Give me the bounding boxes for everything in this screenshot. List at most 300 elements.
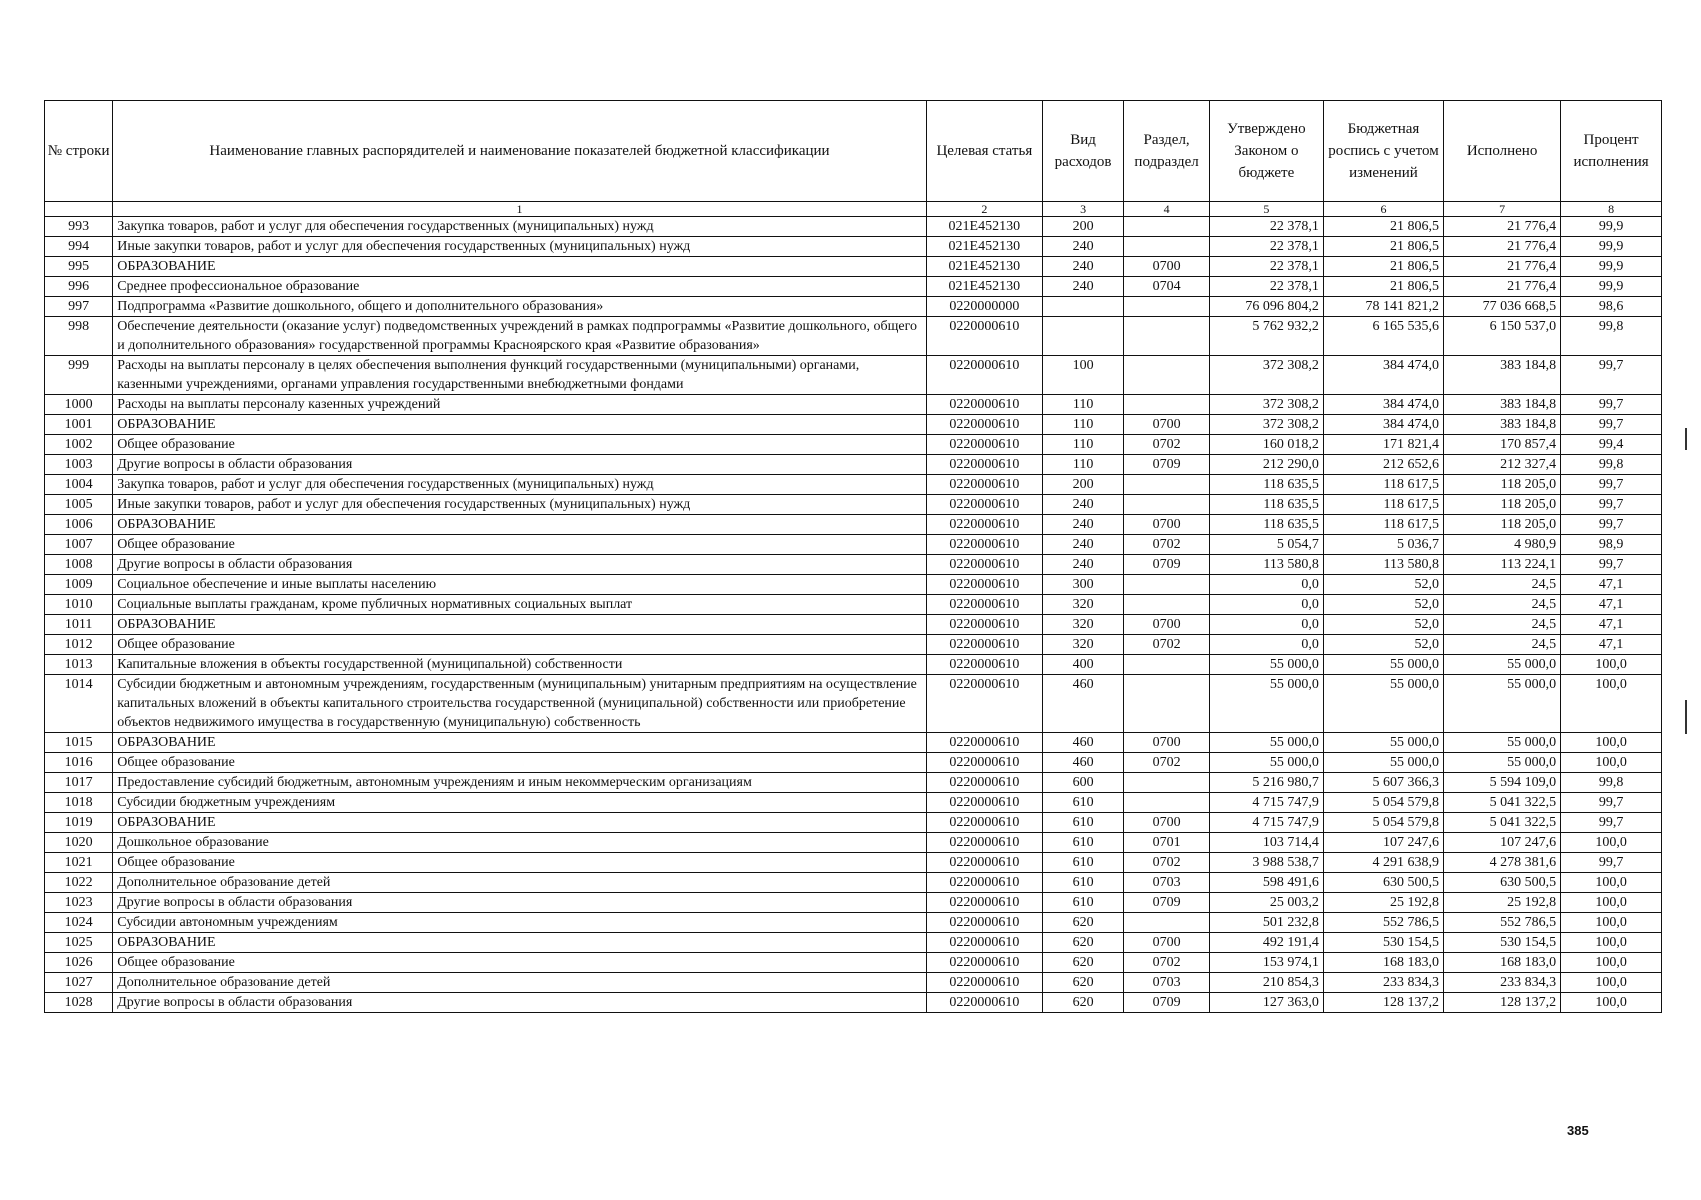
item-name-cell: Расходы на выплаты персоналу казенных учреждений xyxy=(113,395,927,415)
section-cell: 0700 xyxy=(1124,515,1210,535)
revised-amount-cell: 55 000,0 xyxy=(1323,675,1443,733)
item-name-cell: Закупка товаров, работ и услуг для обеспечения государственных (муниципальных) нужд xyxy=(113,475,927,495)
revised-amount-cell: 52,0 xyxy=(1323,635,1443,655)
revised-amount-cell: 21 806,5 xyxy=(1323,257,1443,277)
table-row xyxy=(45,833,1662,853)
header-section: Раздел, подраздел xyxy=(1124,101,1210,202)
revised-amount-cell: 55 000,0 xyxy=(1323,733,1443,753)
approved-amount-cell: 118 635,5 xyxy=(1209,475,1323,495)
expense-type-cell: 460 xyxy=(1042,733,1123,753)
section-cell: 0700 xyxy=(1124,813,1210,833)
scan-mark xyxy=(1685,700,1687,734)
executed-amount-cell: 552 786,5 xyxy=(1444,913,1561,933)
expense-type-cell: 620 xyxy=(1042,913,1123,933)
section-cell: 0700 xyxy=(1124,415,1210,435)
percent-cell: 100,0 xyxy=(1561,873,1662,893)
executed-amount-cell: 170 857,4 xyxy=(1444,435,1561,455)
row-number-cell: 1012 xyxy=(45,635,113,655)
executed-amount-cell: 383 184,8 xyxy=(1444,356,1561,395)
section-cell xyxy=(1124,773,1210,793)
expense-type-cell: 240 xyxy=(1042,237,1123,257)
expense-type-cell: 620 xyxy=(1042,933,1123,953)
item-name-cell: Дошкольное образование xyxy=(113,833,927,853)
revised-amount-cell: 113 580,8 xyxy=(1323,555,1443,575)
column-number: 7 xyxy=(1444,202,1561,217)
percent-cell: 99,7 xyxy=(1561,395,1662,415)
expense-type-cell: 240 xyxy=(1042,555,1123,575)
revised-amount-cell: 118 617,5 xyxy=(1323,515,1443,535)
revised-amount-cell: 168 183,0 xyxy=(1323,953,1443,973)
table-row xyxy=(45,853,1662,873)
target-article-cell: 0220000610 xyxy=(926,793,1042,813)
item-name-cell: Дополнительное образование детей xyxy=(113,873,927,893)
item-name-cell: ОБРАЗОВАНИЕ xyxy=(113,257,927,277)
row-number-cell: 994 xyxy=(45,237,113,257)
item-name-cell: Другие вопросы в области образования xyxy=(113,455,927,475)
percent-cell: 100,0 xyxy=(1561,893,1662,913)
executed-amount-cell: 24,5 xyxy=(1444,595,1561,615)
revised-amount-cell: 78 141 821,2 xyxy=(1323,297,1443,317)
item-name-cell: Общее образование xyxy=(113,753,927,773)
revised-amount-cell: 55 000,0 xyxy=(1323,753,1443,773)
approved-amount-cell: 22 378,1 xyxy=(1209,237,1323,257)
expense-type-cell: 240 xyxy=(1042,515,1123,535)
expense-type-cell: 200 xyxy=(1042,475,1123,495)
target-article-cell: 0220000610 xyxy=(926,435,1042,455)
row-number-cell: 1021 xyxy=(45,853,113,873)
percent-cell: 99,9 xyxy=(1561,237,1662,257)
expense-type-cell xyxy=(1042,317,1123,356)
row-number-cell: 1027 xyxy=(45,973,113,993)
percent-cell: 99,9 xyxy=(1561,257,1662,277)
column-number xyxy=(45,202,113,217)
target-article-cell: 0220000610 xyxy=(926,753,1042,773)
section-cell: 0703 xyxy=(1124,873,1210,893)
row-number-cell: 1014 xyxy=(45,675,113,733)
row-number-cell: 1008 xyxy=(45,555,113,575)
table-row xyxy=(45,297,1662,317)
table-row xyxy=(45,893,1662,913)
section-cell xyxy=(1124,495,1210,515)
revised-amount-cell: 118 617,5 xyxy=(1323,495,1443,515)
column-number: 1 xyxy=(113,202,927,217)
row-number-cell: 993 xyxy=(45,217,113,237)
section-cell: 0709 xyxy=(1124,893,1210,913)
column-number: 3 xyxy=(1042,202,1123,217)
header-target-article: Целевая статья xyxy=(926,101,1042,202)
revised-amount-cell: 530 154,5 xyxy=(1323,933,1443,953)
row-number-cell: 997 xyxy=(45,297,113,317)
table-row xyxy=(45,575,1662,595)
scan-mark xyxy=(1685,428,1687,450)
item-name-cell: Другие вопросы в области образования xyxy=(113,993,927,1013)
revised-amount-cell: 21 806,5 xyxy=(1323,217,1443,237)
row-number-cell: 996 xyxy=(45,277,113,297)
table-row xyxy=(45,635,1662,655)
approved-amount-cell: 118 635,5 xyxy=(1209,515,1323,535)
expense-type-cell xyxy=(1042,297,1123,317)
item-name-cell: ОБРАЗОВАНИЕ xyxy=(113,415,927,435)
percent-cell: 99,7 xyxy=(1561,793,1662,813)
executed-amount-cell: 168 183,0 xyxy=(1444,953,1561,973)
executed-amount-cell: 24,5 xyxy=(1444,635,1561,655)
table-row xyxy=(45,555,1662,575)
target-article-cell: 0220000610 xyxy=(926,515,1042,535)
row-number-cell: 1019 xyxy=(45,813,113,833)
section-cell: 0709 xyxy=(1124,555,1210,575)
target-article-cell: 0220000610 xyxy=(926,455,1042,475)
target-article-cell: 0220000610 xyxy=(926,575,1042,595)
row-number-cell: 1001 xyxy=(45,415,113,435)
approved-amount-cell: 5 762 932,2 xyxy=(1209,317,1323,356)
section-cell: 0702 xyxy=(1124,435,1210,455)
row-number-cell: 1026 xyxy=(45,953,113,973)
executed-amount-cell: 24,5 xyxy=(1444,575,1561,595)
section-cell xyxy=(1124,317,1210,356)
table-row xyxy=(45,813,1662,833)
target-article-cell: 021E452130 xyxy=(926,217,1042,237)
item-name-cell: Предоставление субсидий бюджетным, автономным учреждениям и иным некоммерческим организациям xyxy=(113,773,927,793)
target-article-cell: 0220000610 xyxy=(926,853,1042,873)
section-cell: 0704 xyxy=(1124,277,1210,297)
row-number-cell: 1002 xyxy=(45,435,113,455)
expense-type-cell: 110 xyxy=(1042,455,1123,475)
target-article-cell: 0220000610 xyxy=(926,535,1042,555)
target-article-cell: 0220000610 xyxy=(926,655,1042,675)
column-number-row xyxy=(45,202,1662,217)
table-row xyxy=(45,873,1662,893)
row-number-cell: 998 xyxy=(45,317,113,356)
row-number-cell: 1023 xyxy=(45,893,113,913)
item-name-cell: Капитальные вложения в объекты государственной (муниципальной) собственности xyxy=(113,655,927,675)
expense-type-cell: 240 xyxy=(1042,277,1123,297)
percent-cell: 47,1 xyxy=(1561,635,1662,655)
target-article-cell: 0220000610 xyxy=(926,595,1042,615)
target-article-cell: 0220000610 xyxy=(926,913,1042,933)
percent-cell: 47,1 xyxy=(1561,615,1662,635)
executed-amount-cell: 55 000,0 xyxy=(1444,733,1561,753)
approved-amount-cell: 22 378,1 xyxy=(1209,277,1323,297)
approved-amount-cell: 0,0 xyxy=(1209,575,1323,595)
approved-amount-cell: 118 635,5 xyxy=(1209,495,1323,515)
percent-cell: 100,0 xyxy=(1561,993,1662,1013)
row-number-cell: 1018 xyxy=(45,793,113,813)
target-article-cell: 0220000610 xyxy=(926,973,1042,993)
table-body xyxy=(45,217,1662,1013)
executed-amount-cell: 4 278 381,6 xyxy=(1444,853,1561,873)
row-number-cell: 1024 xyxy=(45,913,113,933)
page-number: 385 xyxy=(1567,1123,1589,1138)
approved-amount-cell: 22 378,1 xyxy=(1209,217,1323,237)
approved-amount-cell: 372 308,2 xyxy=(1209,415,1323,435)
table-row xyxy=(45,595,1662,615)
percent-cell: 99,9 xyxy=(1561,217,1662,237)
revised-amount-cell: 384 474,0 xyxy=(1323,356,1443,395)
revised-amount-cell: 25 192,8 xyxy=(1323,893,1443,913)
executed-amount-cell: 21 776,4 xyxy=(1444,277,1561,297)
percent-cell: 47,1 xyxy=(1561,575,1662,595)
executed-amount-cell: 113 224,1 xyxy=(1444,555,1561,575)
percent-cell: 100,0 xyxy=(1561,675,1662,733)
item-name-cell: ОБРАЗОВАНИЕ xyxy=(113,733,927,753)
approved-amount-cell: 372 308,2 xyxy=(1209,395,1323,415)
section-cell xyxy=(1124,237,1210,257)
revised-amount-cell: 5 036,7 xyxy=(1323,535,1443,555)
table-row xyxy=(45,217,1662,237)
target-article-cell: 0220000610 xyxy=(926,953,1042,973)
executed-amount-cell: 233 834,3 xyxy=(1444,973,1561,993)
approved-amount-cell: 210 854,3 xyxy=(1209,973,1323,993)
percent-cell: 99,7 xyxy=(1561,475,1662,495)
percent-cell: 99,7 xyxy=(1561,813,1662,833)
item-name-cell: Субсидии бюджетным учреждениям xyxy=(113,793,927,813)
percent-cell: 98,6 xyxy=(1561,297,1662,317)
table-row xyxy=(45,753,1662,773)
revised-amount-cell: 5 054 579,8 xyxy=(1323,813,1443,833)
expense-type-cell: 300 xyxy=(1042,575,1123,595)
revised-amount-cell: 128 137,2 xyxy=(1323,993,1443,1013)
header-row xyxy=(45,101,1662,202)
section-cell: 0702 xyxy=(1124,853,1210,873)
row-number-cell: 1010 xyxy=(45,595,113,615)
expense-type-cell: 100 xyxy=(1042,356,1123,395)
revised-amount-cell: 4 291 638,9 xyxy=(1323,853,1443,873)
approved-amount-cell: 598 491,6 xyxy=(1209,873,1323,893)
item-name-cell: Иные закупки товаров, работ и услуг для обеспечения государственных (муниципальных) нужд xyxy=(113,495,927,515)
row-number-cell: 1013 xyxy=(45,655,113,675)
header-approved: Утверждено Законом о бюджете xyxy=(1209,101,1323,202)
target-article-cell: 0220000610 xyxy=(926,415,1042,435)
item-name-cell: Общее образование xyxy=(113,953,927,973)
column-number: 2 xyxy=(926,202,1042,217)
revised-amount-cell: 630 500,5 xyxy=(1323,873,1443,893)
revised-amount-cell: 171 821,4 xyxy=(1323,435,1443,455)
revised-amount-cell: 552 786,5 xyxy=(1323,913,1443,933)
row-number-cell: 1006 xyxy=(45,515,113,535)
approved-amount-cell: 4 715 747,9 xyxy=(1209,813,1323,833)
percent-cell: 100,0 xyxy=(1561,655,1662,675)
table-row xyxy=(45,515,1662,535)
table-row xyxy=(45,773,1662,793)
approved-amount-cell: 55 000,0 xyxy=(1209,655,1323,675)
approved-amount-cell: 4 715 747,9 xyxy=(1209,793,1323,813)
column-number: 4 xyxy=(1124,202,1210,217)
revised-amount-cell: 21 806,5 xyxy=(1323,277,1443,297)
expense-type-cell: 240 xyxy=(1042,257,1123,277)
revised-amount-cell: 212 652,6 xyxy=(1323,455,1443,475)
table-row xyxy=(45,356,1662,395)
revised-amount-cell: 5 607 366,3 xyxy=(1323,773,1443,793)
revised-amount-cell: 55 000,0 xyxy=(1323,655,1443,675)
percent-cell: 99,8 xyxy=(1561,773,1662,793)
target-article-cell: 0220000610 xyxy=(926,993,1042,1013)
expense-type-cell: 110 xyxy=(1042,435,1123,455)
target-article-cell: 021E452130 xyxy=(926,237,1042,257)
item-name-cell: ОБРАЗОВАНИЕ xyxy=(113,515,927,535)
target-article-cell: 0220000610 xyxy=(926,733,1042,753)
table-row xyxy=(45,793,1662,813)
table-row xyxy=(45,913,1662,933)
item-name-cell: ОБРАЗОВАНИЕ xyxy=(113,615,927,635)
item-name-cell: Субсидии автономным учреждениям xyxy=(113,913,927,933)
expense-type-cell: 600 xyxy=(1042,773,1123,793)
expense-type-cell: 320 xyxy=(1042,595,1123,615)
section-cell xyxy=(1124,395,1210,415)
percent-cell: 99,7 xyxy=(1561,555,1662,575)
target-article-cell: 0220000610 xyxy=(926,773,1042,793)
section-cell: 0709 xyxy=(1124,993,1210,1013)
percent-cell: 100,0 xyxy=(1561,753,1662,773)
executed-amount-cell: 21 776,4 xyxy=(1444,237,1561,257)
row-number-cell: 1005 xyxy=(45,495,113,515)
expense-type-cell: 320 xyxy=(1042,615,1123,635)
expense-type-cell: 620 xyxy=(1042,953,1123,973)
executed-amount-cell: 118 205,0 xyxy=(1444,515,1561,535)
column-number: 8 xyxy=(1561,202,1662,217)
section-cell: 0700 xyxy=(1124,733,1210,753)
row-number-cell: 1011 xyxy=(45,615,113,635)
table-row xyxy=(45,495,1662,515)
header-executed: Исполнено xyxy=(1444,101,1561,202)
section-cell xyxy=(1124,356,1210,395)
target-article-cell: 0220000610 xyxy=(926,317,1042,356)
approved-amount-cell: 22 378,1 xyxy=(1209,257,1323,277)
section-cell: 0702 xyxy=(1124,953,1210,973)
table-row xyxy=(45,475,1662,495)
item-name-cell: Общее образование xyxy=(113,535,927,555)
table-row xyxy=(45,237,1662,257)
percent-cell: 100,0 xyxy=(1561,913,1662,933)
percent-cell: 100,0 xyxy=(1561,833,1662,853)
table-row xyxy=(45,973,1662,993)
percent-cell: 99,7 xyxy=(1561,515,1662,535)
item-name-cell: Закупка товаров, работ и услуг для обеспечения государственных (муниципальных) нужд xyxy=(113,217,927,237)
item-name-cell: Общее образование xyxy=(113,635,927,655)
section-cell xyxy=(1124,475,1210,495)
table-row xyxy=(45,615,1662,635)
table-row xyxy=(45,535,1662,555)
table-row xyxy=(45,395,1662,415)
expense-type-cell: 400 xyxy=(1042,655,1123,675)
expense-type-cell: 240 xyxy=(1042,495,1123,515)
row-number-cell: 1004 xyxy=(45,475,113,495)
target-article-cell: 021E452130 xyxy=(926,257,1042,277)
approved-amount-cell: 0,0 xyxy=(1209,595,1323,615)
revised-amount-cell: 384 474,0 xyxy=(1323,415,1443,435)
percent-cell: 99,7 xyxy=(1561,853,1662,873)
approved-amount-cell: 0,0 xyxy=(1209,635,1323,655)
executed-amount-cell: 55 000,0 xyxy=(1444,753,1561,773)
header-expense-type: Вид расходов xyxy=(1042,101,1123,202)
item-name-cell: ОБРАЗОВАНИЕ xyxy=(113,933,927,953)
table-row xyxy=(45,455,1662,475)
percent-cell: 99,8 xyxy=(1561,317,1662,356)
approved-amount-cell: 113 580,8 xyxy=(1209,555,1323,575)
target-article-cell: 0220000610 xyxy=(926,675,1042,733)
section-cell: 0700 xyxy=(1124,257,1210,277)
target-article-cell: 0220000610 xyxy=(926,356,1042,395)
revised-amount-cell: 52,0 xyxy=(1323,615,1443,635)
executed-amount-cell: 21 776,4 xyxy=(1444,257,1561,277)
target-article-cell: 0220000000 xyxy=(926,297,1042,317)
expense-type-cell: 110 xyxy=(1042,415,1123,435)
budget-execution-table xyxy=(44,100,1662,1013)
item-name-cell: Субсидии бюджетным и автономным учреждениям, государственным (муниципальным) унитарным предприятиям на осуществление капитальных вложений в объекты капитального строительства государственной (муниципальной) собственности или приобретение объектов недвижимого имущества в государственную (муниципальную) собственность xyxy=(113,675,927,733)
row-number-cell: 1020 xyxy=(45,833,113,853)
percent-cell: 99,9 xyxy=(1561,277,1662,297)
percent-cell: 47,1 xyxy=(1561,595,1662,615)
item-name-cell: Дополнительное образование детей xyxy=(113,973,927,993)
approved-amount-cell: 501 232,8 xyxy=(1209,913,1323,933)
target-article-cell: 0220000610 xyxy=(926,555,1042,575)
item-name-cell: Социальные выплаты гражданам, кроме публичных нормативных социальных выплат xyxy=(113,595,927,615)
percent-cell: 99,7 xyxy=(1561,495,1662,515)
revised-amount-cell: 233 834,3 xyxy=(1323,973,1443,993)
header-percent: Процент исполнения xyxy=(1561,101,1662,202)
approved-amount-cell: 55 000,0 xyxy=(1209,733,1323,753)
section-cell xyxy=(1124,297,1210,317)
table-row xyxy=(45,415,1662,435)
target-article-cell: 0220000610 xyxy=(926,615,1042,635)
section-cell: 0702 xyxy=(1124,753,1210,773)
table-row xyxy=(45,733,1662,753)
row-number-cell: 1009 xyxy=(45,575,113,595)
approved-amount-cell: 103 714,4 xyxy=(1209,833,1323,853)
table-row xyxy=(45,277,1662,297)
executed-amount-cell: 77 036 668,5 xyxy=(1444,297,1561,317)
target-article-cell: 0220000610 xyxy=(926,395,1042,415)
approved-amount-cell: 5 054,7 xyxy=(1209,535,1323,555)
table-row xyxy=(45,435,1662,455)
executed-amount-cell: 24,5 xyxy=(1444,615,1561,635)
section-cell: 0702 xyxy=(1124,535,1210,555)
row-number-cell: 1007 xyxy=(45,535,113,555)
revised-amount-cell: 6 165 535,6 xyxy=(1323,317,1443,356)
target-article-cell: 021E452130 xyxy=(926,277,1042,297)
row-number-cell: 1017 xyxy=(45,773,113,793)
column-number: 6 xyxy=(1323,202,1443,217)
target-article-cell: 0220000610 xyxy=(926,475,1042,495)
approved-amount-cell: 3 988 538,7 xyxy=(1209,853,1323,873)
executed-amount-cell: 107 247,6 xyxy=(1444,833,1561,853)
executed-amount-cell: 383 184,8 xyxy=(1444,415,1561,435)
executed-amount-cell: 630 500,5 xyxy=(1444,873,1561,893)
executed-amount-cell: 118 205,0 xyxy=(1444,475,1561,495)
table-row xyxy=(45,993,1662,1013)
item-name-cell: Общее образование xyxy=(113,435,927,455)
row-number-cell: 1003 xyxy=(45,455,113,475)
executed-amount-cell: 118 205,0 xyxy=(1444,495,1561,515)
row-number-cell: 1000 xyxy=(45,395,113,415)
section-cell xyxy=(1124,595,1210,615)
item-name-cell: Другие вопросы в области образования xyxy=(113,555,927,575)
executed-amount-cell: 383 184,8 xyxy=(1444,395,1561,415)
target-article-cell: 0220000610 xyxy=(926,833,1042,853)
approved-amount-cell: 212 290,0 xyxy=(1209,455,1323,475)
approved-amount-cell: 153 974,1 xyxy=(1209,953,1323,973)
target-article-cell: 0220000610 xyxy=(926,495,1042,515)
section-cell: 0700 xyxy=(1124,933,1210,953)
row-number-cell: 1022 xyxy=(45,873,113,893)
approved-amount-cell: 127 363,0 xyxy=(1209,993,1323,1013)
approved-amount-cell: 55 000,0 xyxy=(1209,753,1323,773)
item-name-cell: Социальное обеспечение и иные выплаты населению xyxy=(113,575,927,595)
revised-amount-cell: 118 617,5 xyxy=(1323,475,1443,495)
percent-cell: 100,0 xyxy=(1561,733,1662,753)
table-row xyxy=(45,317,1662,356)
executed-amount-cell: 6 150 537,0 xyxy=(1444,317,1561,356)
executed-amount-cell: 5 594 109,0 xyxy=(1444,773,1561,793)
